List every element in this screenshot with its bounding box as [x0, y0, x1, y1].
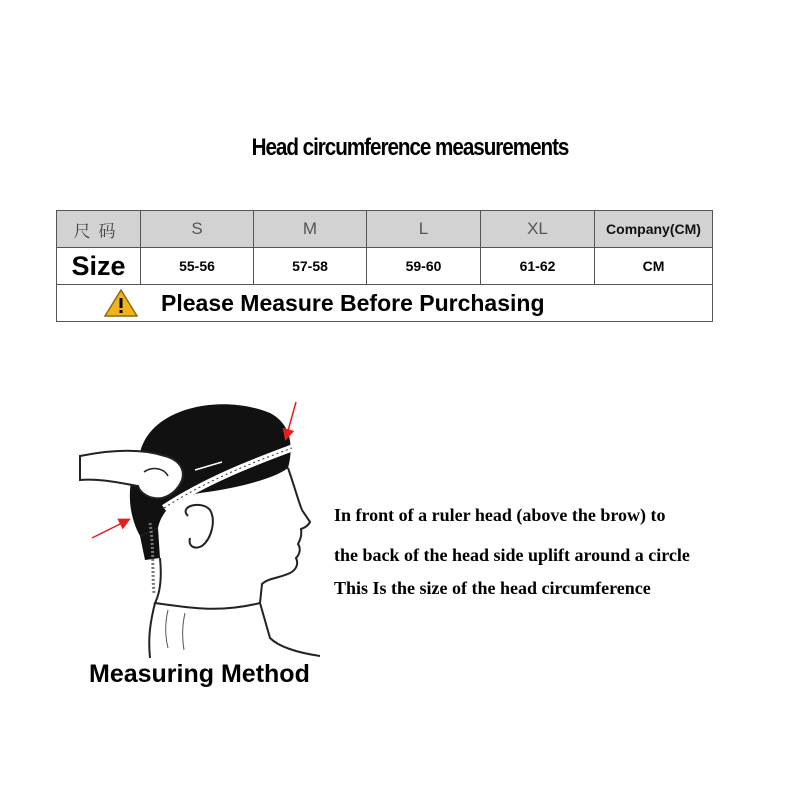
- header-cell-m: M: [254, 211, 367, 248]
- size-table: [56, 210, 713, 322]
- value-cell-m: 57-58: [254, 248, 367, 285]
- head-measurement-illustration: [70, 398, 330, 658]
- value-cell-s: 55-56: [141, 248, 254, 285]
- ear-shape: [186, 505, 213, 548]
- header-cell-size-cn: 尺码: [57, 211, 141, 248]
- header-cell-s: S: [141, 211, 254, 248]
- shoulder-outline: [155, 558, 320, 656]
- value-cell-xl: 61-62: [481, 248, 595, 285]
- measuring-method-label: Measuring Method: [89, 660, 310, 688]
- header-cell-l: L: [367, 211, 481, 248]
- face-profile: [260, 468, 310, 603]
- back-arrow: [92, 520, 128, 538]
- front-arrow: [286, 402, 296, 438]
- note-text: Please Measure Before Purchasing: [161, 289, 545, 316]
- table-note-row: [57, 285, 713, 322]
- value-cell-unit: CM: [595, 248, 713, 285]
- warning-icon: [103, 288, 139, 318]
- description-line-2: the back of the head side uplift around a circle: [334, 545, 690, 565]
- note-cell: [57, 285, 713, 322]
- page-title: Head circumference measurements: [251, 134, 569, 161]
- table-header-row: [57, 211, 713, 248]
- row-label-size: Size: [57, 248, 141, 285]
- value-cell-l: 59-60: [367, 248, 481, 285]
- description-line-1: In front of a ruler head (above the brow) to: [334, 505, 666, 525]
- description-line-3: This Is the size of the head circumference: [334, 578, 651, 598]
- header-cell-company: Company(CM): [595, 211, 713, 248]
- header-cell-xl: XL: [481, 211, 595, 248]
- table-row: [57, 248, 713, 285]
